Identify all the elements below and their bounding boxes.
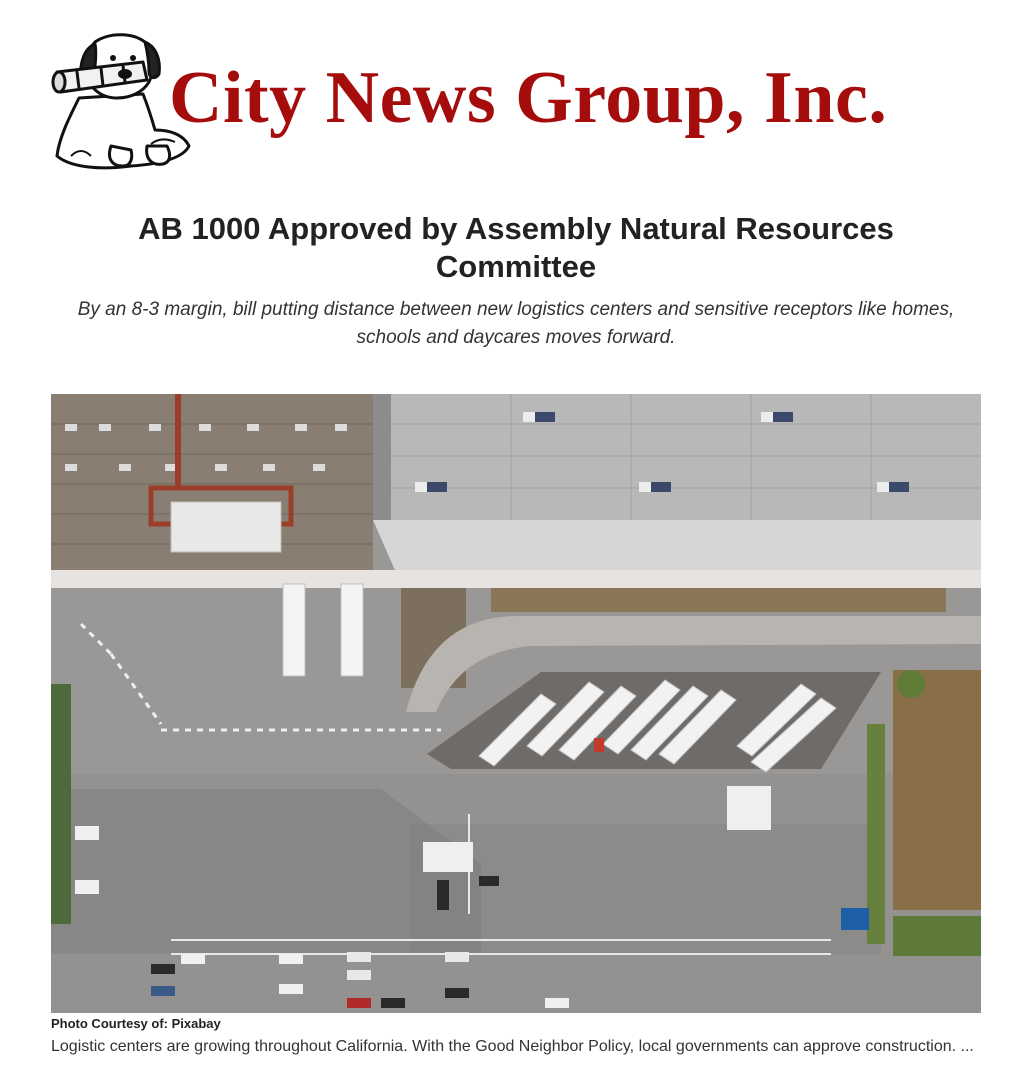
article-headline[interactable]: AB 1000 Approved by Assembly Natural Resources Committee: [138, 211, 894, 284]
photo-credit: Photo Courtesy of: Pixabay: [51, 1016, 221, 1031]
article-subheadline: By an 8-3 margin, bill putting distance between new logistics centers and sensitive receptors like homes, schools and daycares moves forward.: [77, 299, 955, 348]
hero-photo[interactable]: [51, 394, 981, 1013]
aerial-logistics-center-image: [51, 394, 981, 1013]
article-excerpt: Logistic centers are growing throughout California. With the Good Neighbor Policy, local governments can approve construction. ...: [51, 1038, 974, 1055]
brand-name[interactable]: City News Group, Inc.: [169, 56, 888, 139]
masthead[interactable]: [51, 28, 981, 174]
